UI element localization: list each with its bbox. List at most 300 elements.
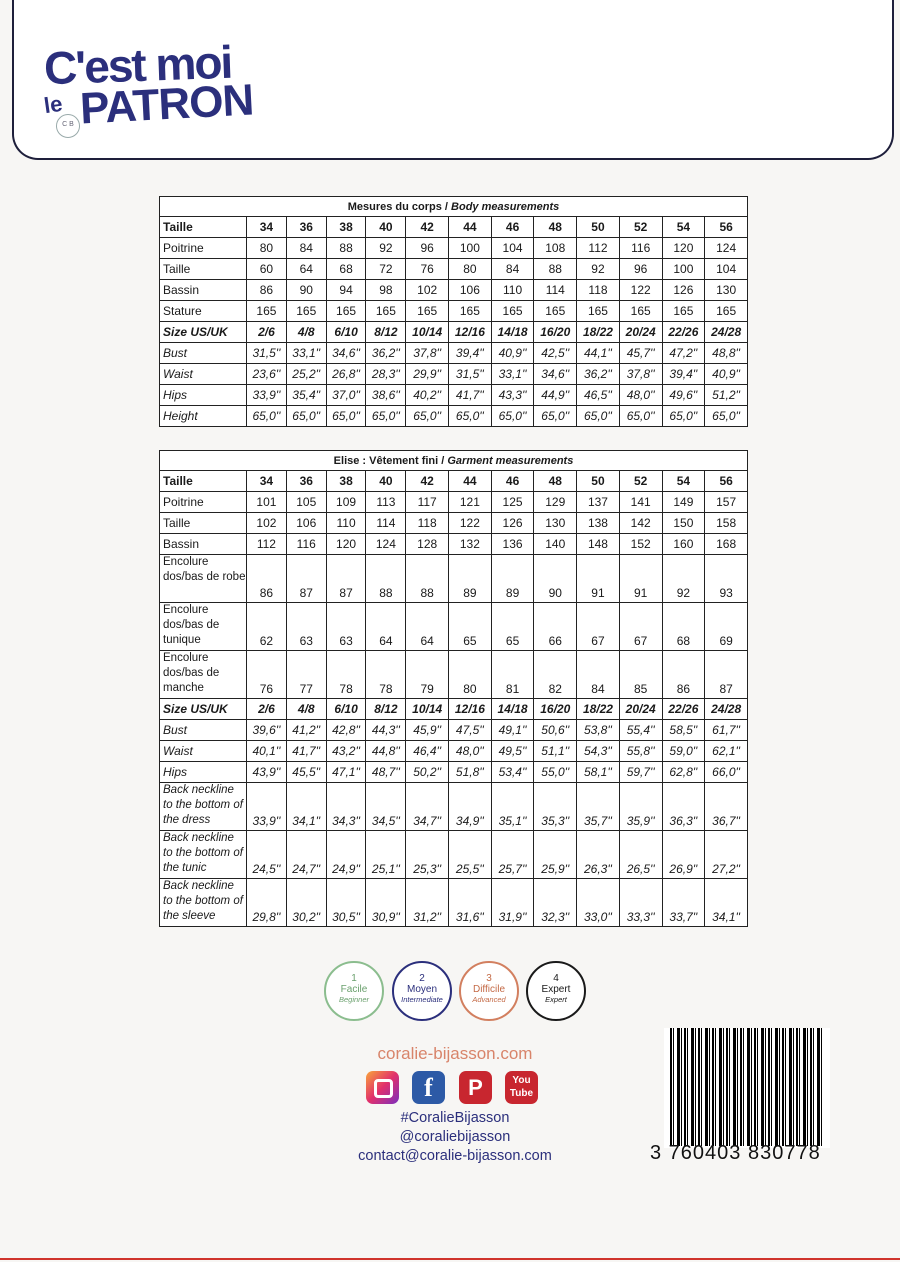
- value-cell: 35,7'': [577, 783, 620, 831]
- level-label-fr: Facile: [340, 984, 368, 995]
- row-label: Poitrine: [160, 492, 247, 513]
- value-cell: 48,7'': [366, 762, 406, 783]
- value-cell: 34,1'': [286, 783, 326, 831]
- value-cell: 30,2'': [286, 879, 326, 927]
- value-cell: 36,2'': [366, 343, 406, 364]
- value-cell: 33,1'': [491, 364, 534, 385]
- value-cell: 77: [286, 651, 326, 699]
- value-cell: 65,0'': [577, 406, 620, 427]
- table-title-en: Garment measurements: [447, 454, 574, 467]
- value-cell: 84: [577, 651, 620, 699]
- size-cell: 46: [491, 217, 534, 238]
- value-cell: 38,6'': [366, 385, 406, 406]
- value-cell: 40,9'': [705, 364, 748, 385]
- value-cell: 86: [662, 651, 705, 699]
- value-cell: 30,9'': [366, 879, 406, 927]
- us-measurement-row: [160, 364, 748, 385]
- value-cell: 36,7'': [705, 783, 748, 831]
- value-cell: 80: [449, 259, 492, 280]
- value-cell: 152: [619, 534, 662, 555]
- us-size-label: Size US/UK: [160, 699, 247, 720]
- level-label-en: Intermediate: [401, 995, 443, 1004]
- value-cell: 165: [247, 301, 287, 322]
- value-cell: 59,7'': [619, 762, 662, 783]
- value-cell: 31,2'': [406, 879, 449, 927]
- value-cell: 158: [705, 513, 748, 534]
- value-cell: 63: [286, 603, 326, 651]
- level-badge-beginner: [324, 961, 384, 1021]
- value-cell: 108: [534, 238, 577, 259]
- value-cell: 65,0'': [619, 406, 662, 427]
- value-cell: 165: [406, 301, 449, 322]
- size-cell: 36: [286, 471, 326, 492]
- youtube-icon[interactable]: You Tube: [505, 1071, 538, 1104]
- value-cell: 89: [449, 555, 492, 603]
- value-cell: 26,3'': [577, 831, 620, 879]
- level-label-en: Beginner: [338, 995, 370, 1004]
- measurement-row: [160, 513, 748, 534]
- value-cell: 35,1'': [491, 783, 534, 831]
- level-label-fr: Expert: [541, 984, 571, 995]
- value-cell: 65: [449, 603, 492, 651]
- size-cell: 52: [619, 471, 662, 492]
- value-cell: 65,0'': [449, 406, 492, 427]
- value-cell: 157: [705, 492, 748, 513]
- value-cell: 112: [247, 534, 287, 555]
- size-cell: 42: [406, 217, 449, 238]
- row-label: Hips: [160, 762, 247, 783]
- us-size-cell: 4/8: [286, 322, 326, 343]
- us-size-cell: 22/26: [662, 322, 705, 343]
- value-cell: 48,0'': [619, 385, 662, 406]
- value-cell: 31,6'': [449, 879, 492, 927]
- size-cell: 38: [326, 217, 366, 238]
- value-cell: 76: [247, 651, 287, 699]
- value-cell: 49,6'': [662, 385, 705, 406]
- size-cell: 34: [247, 471, 287, 492]
- value-cell: 79: [406, 651, 449, 699]
- value-cell: 29,8'': [247, 879, 287, 927]
- value-cell: 80: [449, 651, 492, 699]
- size-cell: 44: [449, 217, 492, 238]
- value-cell: 89: [491, 555, 534, 603]
- value-cell: 65,0'': [662, 406, 705, 427]
- value-cell: 26,9'': [662, 831, 705, 879]
- value-cell: 148: [577, 534, 620, 555]
- value-cell: 35,3'': [534, 783, 577, 831]
- value-cell: 92: [366, 238, 406, 259]
- value-cell: 78: [366, 651, 406, 699]
- value-cell: 29,9'': [406, 364, 449, 385]
- us-size-cell: 20/24: [619, 699, 662, 720]
- value-cell: 50,2'': [406, 762, 449, 783]
- value-cell: 165: [286, 301, 326, 322]
- us-measurement-row: [160, 762, 748, 783]
- value-cell: 63: [326, 603, 366, 651]
- value-cell: 25,9'': [534, 831, 577, 879]
- table-title-en: Body measurements: [451, 200, 560, 213]
- value-cell: 53,4'': [491, 762, 534, 783]
- size-cell: 46: [491, 471, 534, 492]
- hashtag: #CoralieBijasson: [400, 1110, 510, 1126]
- us-size-cell: 24/28: [705, 699, 748, 720]
- us-measurement-row: [160, 741, 748, 762]
- value-cell: 26,8'': [326, 364, 366, 385]
- value-cell: 41,7'': [449, 385, 492, 406]
- value-cell: 45,5'': [286, 762, 326, 783]
- value-cell: 105: [286, 492, 326, 513]
- body-measurements-table: [159, 196, 748, 427]
- us-size-cell: 10/14: [406, 322, 449, 343]
- us-measurement-row: [160, 720, 748, 741]
- us-size-row: [160, 699, 748, 720]
- value-cell: 94: [326, 280, 366, 301]
- us-size-cell: 16/20: [534, 699, 577, 720]
- value-cell: 60: [247, 259, 287, 280]
- value-cell: 47,1'': [326, 762, 366, 783]
- value-cell: 62,8'': [662, 762, 705, 783]
- value-cell: 126: [662, 280, 705, 301]
- website-link[interactable]: coralie-bijasson.com: [377, 1044, 533, 1063]
- value-cell: 69: [705, 603, 748, 651]
- table-title: [160, 197, 748, 217]
- row-label: Encolure dos/bas de robe: [160, 555, 247, 603]
- table-title: [160, 451, 748, 471]
- value-cell: 25,3'': [406, 831, 449, 879]
- value-cell: 48,0'': [449, 741, 492, 762]
- table-title-row: [160, 451, 748, 471]
- value-cell: 51,8'': [449, 762, 492, 783]
- value-cell: 142: [619, 513, 662, 534]
- value-cell: 34,9'': [449, 783, 492, 831]
- value-cell: 82: [534, 651, 577, 699]
- value-cell: 27,2'': [705, 831, 748, 879]
- value-cell: 84: [286, 238, 326, 259]
- measurement-row: [160, 238, 748, 259]
- measurement-row: [160, 651, 748, 699]
- value-cell: 122: [449, 513, 492, 534]
- logo-line-2: le: [42, 90, 64, 119]
- us-size-cell: 18/22: [577, 699, 620, 720]
- value-cell: 66,0'': [705, 762, 748, 783]
- pinterest-icon[interactable]: P: [459, 1071, 492, 1104]
- value-cell: 126: [491, 513, 534, 534]
- contact-email[interactable]: contact@coralie-bijasson.com: [358, 1148, 552, 1164]
- value-cell: 34,6'': [326, 343, 366, 364]
- logo-seal: C B: [56, 114, 80, 138]
- social-links: [366, 1071, 546, 1107]
- value-cell: 65,0'': [366, 406, 406, 427]
- value-cell: 67: [619, 603, 662, 651]
- measurement-row: [160, 555, 748, 603]
- value-cell: 168: [705, 534, 748, 555]
- value-cell: 55,8'': [619, 741, 662, 762]
- value-cell: 33,7'': [662, 879, 705, 927]
- value-cell: 25,1'': [366, 831, 406, 879]
- value-cell: 45,9'': [406, 720, 449, 741]
- us-size-row: [160, 322, 748, 343]
- value-cell: 50,6'': [534, 720, 577, 741]
- value-cell: 55,0'': [534, 762, 577, 783]
- value-cell: 41,2'': [286, 720, 326, 741]
- value-cell: 26,5'': [619, 831, 662, 879]
- us-measurement-row: [160, 879, 748, 927]
- row-label: Poitrine: [160, 238, 247, 259]
- value-cell: 113: [366, 492, 406, 513]
- value-cell: 53,8'': [577, 720, 620, 741]
- value-cell: 23,6'': [247, 364, 287, 385]
- value-cell: 96: [619, 259, 662, 280]
- row-label: Bust: [160, 343, 247, 364]
- us-measurement-row: [160, 783, 748, 831]
- value-cell: 125: [491, 492, 534, 513]
- value-cell: 90: [286, 280, 326, 301]
- value-cell: 48,8'': [705, 343, 748, 364]
- value-cell: 37,0'': [326, 385, 366, 406]
- value-cell: 122: [619, 280, 662, 301]
- value-cell: 65,0'': [406, 406, 449, 427]
- value-cell: 165: [491, 301, 534, 322]
- value-cell: 140: [534, 534, 577, 555]
- value-cell: 100: [449, 238, 492, 259]
- value-cell: 124: [705, 238, 748, 259]
- value-cell: 34,7'': [406, 783, 449, 831]
- value-cell: 88: [534, 259, 577, 280]
- level-label-fr: Difficile: [472, 984, 506, 995]
- size-cell: 50: [577, 471, 620, 492]
- value-cell: 24,7'': [286, 831, 326, 879]
- value-cell: 117: [406, 492, 449, 513]
- row-label: Encolure dos/bas de manche: [160, 651, 247, 699]
- value-cell: 109: [326, 492, 366, 513]
- value-cell: 66: [534, 603, 577, 651]
- value-cell: 165: [366, 301, 406, 322]
- value-cell: 33,9'': [247, 783, 287, 831]
- level-label-en: Advanced: [472, 995, 506, 1004]
- value-cell: 31,5'': [449, 364, 492, 385]
- value-cell: 55,4'': [619, 720, 662, 741]
- value-cell: 35,9'': [619, 783, 662, 831]
- value-cell: 68: [326, 259, 366, 280]
- value-cell: 33,9'': [247, 385, 287, 406]
- value-cell: 118: [577, 280, 620, 301]
- value-cell: 34,3'': [326, 783, 366, 831]
- value-cell: 88: [406, 555, 449, 603]
- value-cell: 65: [491, 603, 534, 651]
- level-badge-expert: [526, 961, 586, 1021]
- value-cell: 76: [406, 259, 449, 280]
- size-header-label: Taille: [160, 471, 247, 492]
- value-cell: 138: [577, 513, 620, 534]
- value-cell: 37,8'': [619, 364, 662, 385]
- value-cell: 33,1'': [286, 343, 326, 364]
- size-header-row: [160, 471, 748, 492]
- value-cell: 84: [491, 259, 534, 280]
- value-cell: 45,7'': [619, 343, 662, 364]
- value-cell: 96: [406, 238, 449, 259]
- value-cell: 124: [366, 534, 406, 555]
- value-cell: 121: [449, 492, 492, 513]
- value-cell: 24,5'': [247, 831, 287, 879]
- value-cell: 165: [326, 301, 366, 322]
- size-header-label: Taille: [160, 217, 247, 238]
- value-cell: 51,2'': [705, 385, 748, 406]
- table-title-fr: Mesures du corps /: [347, 200, 452, 213]
- value-cell: 87: [286, 555, 326, 603]
- value-cell: 150: [662, 513, 705, 534]
- us-size-cell: 2/6: [247, 322, 287, 343]
- value-cell: 49,1'': [491, 720, 534, 741]
- size-cell: 48: [534, 217, 577, 238]
- row-label: Bassin: [160, 280, 247, 301]
- value-cell: 72: [366, 259, 406, 280]
- value-cell: 24,9'': [326, 831, 366, 879]
- brand-logo: [42, 35, 255, 134]
- row-label: Waist: [160, 364, 247, 385]
- table-title-row: [160, 197, 748, 217]
- value-cell: 41,7'': [286, 741, 326, 762]
- value-cell: 92: [662, 555, 705, 603]
- value-cell: 120: [662, 238, 705, 259]
- value-cell: 165: [662, 301, 705, 322]
- us-size-cell: 4/8: [286, 699, 326, 720]
- row-label: Encolure dos/bas de tunique: [160, 603, 247, 651]
- value-cell: 88: [326, 238, 366, 259]
- value-cell: 130: [534, 513, 577, 534]
- value-cell: 40,9'': [491, 343, 534, 364]
- size-cell: 34: [247, 217, 287, 238]
- level-label-en: Expert: [545, 995, 567, 1004]
- value-cell: 67: [577, 603, 620, 651]
- value-cell: 46,5'': [577, 385, 620, 406]
- value-cell: 31,9'': [491, 879, 534, 927]
- value-cell: 44,1'': [577, 343, 620, 364]
- value-cell: 129: [534, 492, 577, 513]
- size-cell: 38: [326, 471, 366, 492]
- value-cell: 62,1'': [705, 741, 748, 762]
- value-cell: 25,2'': [286, 364, 326, 385]
- us-measurement-row: [160, 406, 748, 427]
- value-cell: 112: [577, 238, 620, 259]
- value-cell: 25,7'': [491, 831, 534, 879]
- value-cell: 30,5'': [326, 879, 366, 927]
- value-cell: 44,3'': [366, 720, 406, 741]
- us-size-cell: 20/24: [619, 322, 662, 343]
- facebook-icon[interactable]: f: [412, 1071, 445, 1104]
- value-cell: 104: [491, 238, 534, 259]
- value-cell: 54,3'': [577, 741, 620, 762]
- row-label: Waist: [160, 741, 247, 762]
- value-cell: 39,4'': [662, 364, 705, 385]
- value-cell: 65,0'': [705, 406, 748, 427]
- us-size-label: Size US/UK: [160, 322, 247, 343]
- value-cell: 88: [366, 555, 406, 603]
- size-cell: 42: [406, 471, 449, 492]
- value-cell: 68: [662, 603, 705, 651]
- measurement-row: [160, 301, 748, 322]
- value-cell: 86: [247, 280, 287, 301]
- value-cell: 34,6'': [534, 364, 577, 385]
- measurement-row: [160, 492, 748, 513]
- row-label: Bassin: [160, 534, 247, 555]
- size-cell: 50: [577, 217, 620, 238]
- row-label: Back neckline to the bottom of the sleeve: [160, 879, 247, 927]
- size-header-row: [160, 217, 748, 238]
- value-cell: 165: [449, 301, 492, 322]
- value-cell: 78: [326, 651, 366, 699]
- us-measurement-row: [160, 831, 748, 879]
- us-size-cell: 14/18: [491, 699, 534, 720]
- value-cell: 86: [247, 555, 287, 603]
- value-cell: 116: [619, 238, 662, 259]
- value-cell: 46,4'': [406, 741, 449, 762]
- value-cell: 51,1'': [534, 741, 577, 762]
- value-cell: 110: [491, 280, 534, 301]
- value-cell: 34,5'': [366, 783, 406, 831]
- level-number: 3: [486, 973, 492, 984]
- value-cell: 92: [577, 259, 620, 280]
- value-cell: 100: [662, 259, 705, 280]
- logo-line-3: PATRON: [78, 75, 255, 134]
- measurement-row: [160, 603, 748, 651]
- value-cell: 136: [491, 534, 534, 555]
- size-cell: 40: [366, 217, 406, 238]
- value-cell: 31,5'': [247, 343, 287, 364]
- instagram-icon[interactable]: [366, 1071, 399, 1104]
- value-cell: 58,5'': [662, 720, 705, 741]
- value-cell: 91: [577, 555, 620, 603]
- value-cell: 39,6'': [247, 720, 287, 741]
- value-cell: 44,8'': [366, 741, 406, 762]
- value-cell: 120: [326, 534, 366, 555]
- bottom-rule: [0, 1258, 900, 1260]
- value-cell: 93: [705, 555, 748, 603]
- value-cell: 34,1'': [705, 879, 748, 927]
- value-cell: 90: [534, 555, 577, 603]
- value-cell: 49,5'': [491, 741, 534, 762]
- value-cell: 25,5'': [449, 831, 492, 879]
- barcode-bars: [670, 1028, 824, 1146]
- size-cell: 44: [449, 471, 492, 492]
- us-size-cell: 12/16: [449, 699, 492, 720]
- value-cell: 87: [326, 555, 366, 603]
- us-measurement-row: [160, 385, 748, 406]
- level-number: 2: [419, 973, 425, 984]
- value-cell: 114: [366, 513, 406, 534]
- value-cell: 106: [449, 280, 492, 301]
- value-cell: 42,5'': [534, 343, 577, 364]
- value-cell: 40,2'': [406, 385, 449, 406]
- row-label: Stature: [160, 301, 247, 322]
- logo-line-1: C'est moi: [43, 35, 233, 95]
- row-label: Bust: [160, 720, 247, 741]
- us-size-cell: 6/10: [326, 699, 366, 720]
- value-cell: 40,1'': [247, 741, 287, 762]
- value-cell: 65,0'': [534, 406, 577, 427]
- row-label: Hips: [160, 385, 247, 406]
- us-measurement-row: [160, 343, 748, 364]
- level-label-fr: Moyen: [406, 984, 437, 995]
- row-label: Taille: [160, 513, 247, 534]
- value-cell: 28,3'': [366, 364, 406, 385]
- size-cell: 54: [662, 217, 705, 238]
- value-cell: 42,8'': [326, 720, 366, 741]
- value-cell: 36,3'': [662, 783, 705, 831]
- value-cell: 47,5'': [449, 720, 492, 741]
- us-size-cell: 8/12: [366, 699, 406, 720]
- us-size-cell: 22/26: [662, 699, 705, 720]
- barcode-digits: 3 760403 830778: [650, 1142, 821, 1164]
